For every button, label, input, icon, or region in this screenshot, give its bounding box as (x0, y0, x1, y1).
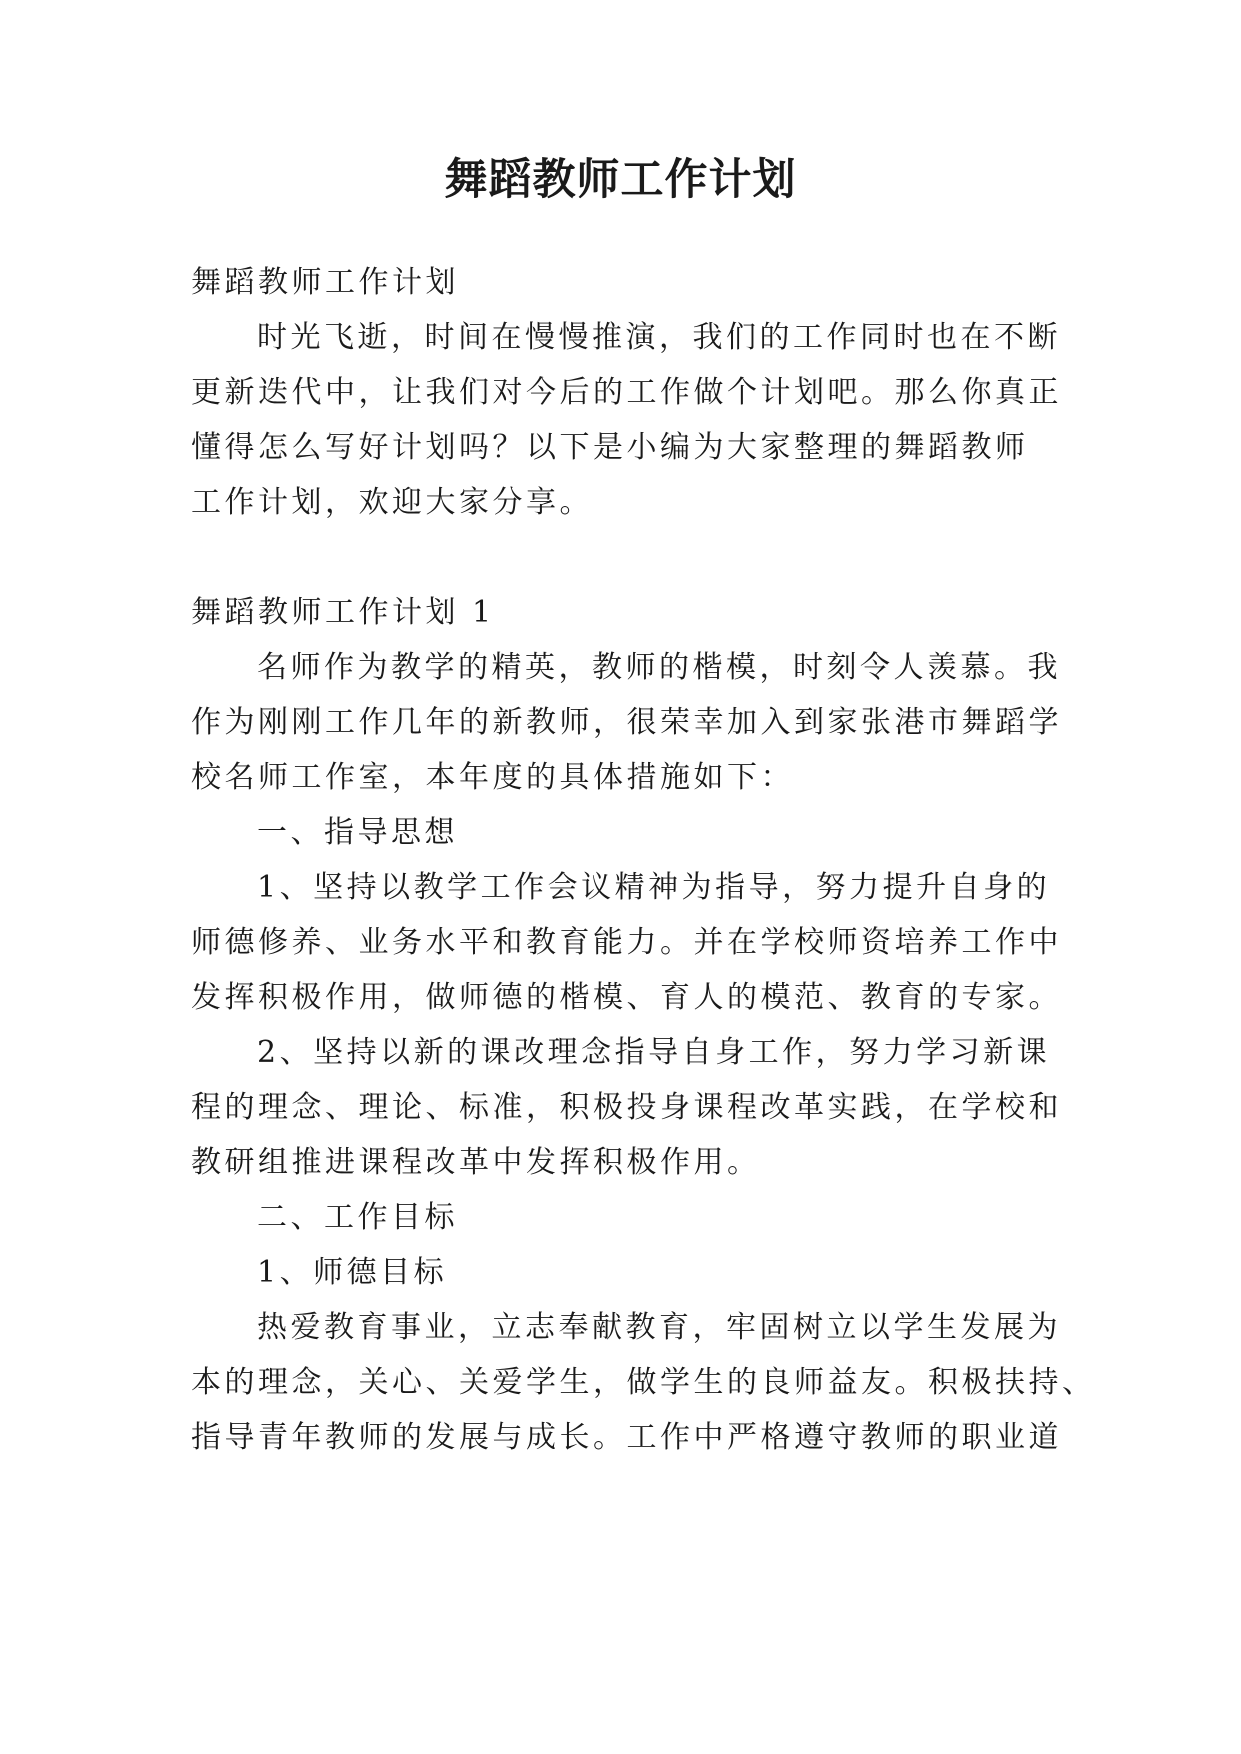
subsection-heading: 一、指导思想 (257, 815, 458, 850)
subsection-heading: 1、师德目标 (257, 1255, 448, 1290)
intro-line: 时光飞逝，时间在慢慢推演，我们的工作同时也在不断 (257, 320, 1061, 355)
paragraph-line: 校名师工作室，本年度的具体措施如下： (191, 760, 794, 795)
paragraph-line: 本的理念，关心、关爱学生，做学生的良师益友。积极扶持、 (191, 1365, 1096, 1400)
paragraph-line: 作为刚刚工作几年的新教师，很荣幸加入到家张港市舞蹈学 (191, 705, 1062, 740)
intro-line: 更新迭代中，让我们对今后的工作做个计划吧。那么你真正 (191, 375, 1062, 410)
paragraph-line: 2、坚持以新的课改理念指导自身工作，努力学习新课 (257, 1035, 1051, 1070)
section-heading: 舞蹈教师工作计划 1 (191, 595, 495, 630)
paragraph-line: 发挥积极作用，做师德的楷模、育人的模范、教育的专家。 (191, 980, 1062, 1015)
paragraph-line: 1、坚持以教学工作会议精神为指导，努力提升自身的 (257, 870, 1051, 905)
paragraph-line: 教研组推进课程改革中发挥积极作用。 (191, 1145, 761, 1180)
paragraph-line: 名师作为教学的精英，教师的楷模，时刻令人羡慕。我 (257, 650, 1061, 685)
paragraph-line: 程的理念、理论、标准，积极投身课程改革实践，在学校和 (191, 1090, 1062, 1125)
subsection-heading: 二、工作目标 (257, 1200, 458, 1235)
intro-line: 工作计划，欢迎大家分享。 (191, 485, 593, 520)
paragraph-line: 指导青年教师的发展与成长。工作中严格遵守教师的职业道 (191, 1420, 1062, 1455)
paragraph-line: 热爱教育事业，立志奉献教育，牢固树立以学生发展为 (257, 1310, 1061, 1345)
paragraph-line: 师德修养、业务水平和教育能力。并在学校师资培养工作中 (191, 925, 1062, 960)
subtitle-line: 舞蹈教师工作计划 (191, 265, 459, 300)
intro-line: 懂得怎么写好计划吗？以下是小编为大家整理的舞蹈教师 (191, 430, 1029, 465)
page-title: 舞蹈教师工作计划 (444, 155, 797, 205)
